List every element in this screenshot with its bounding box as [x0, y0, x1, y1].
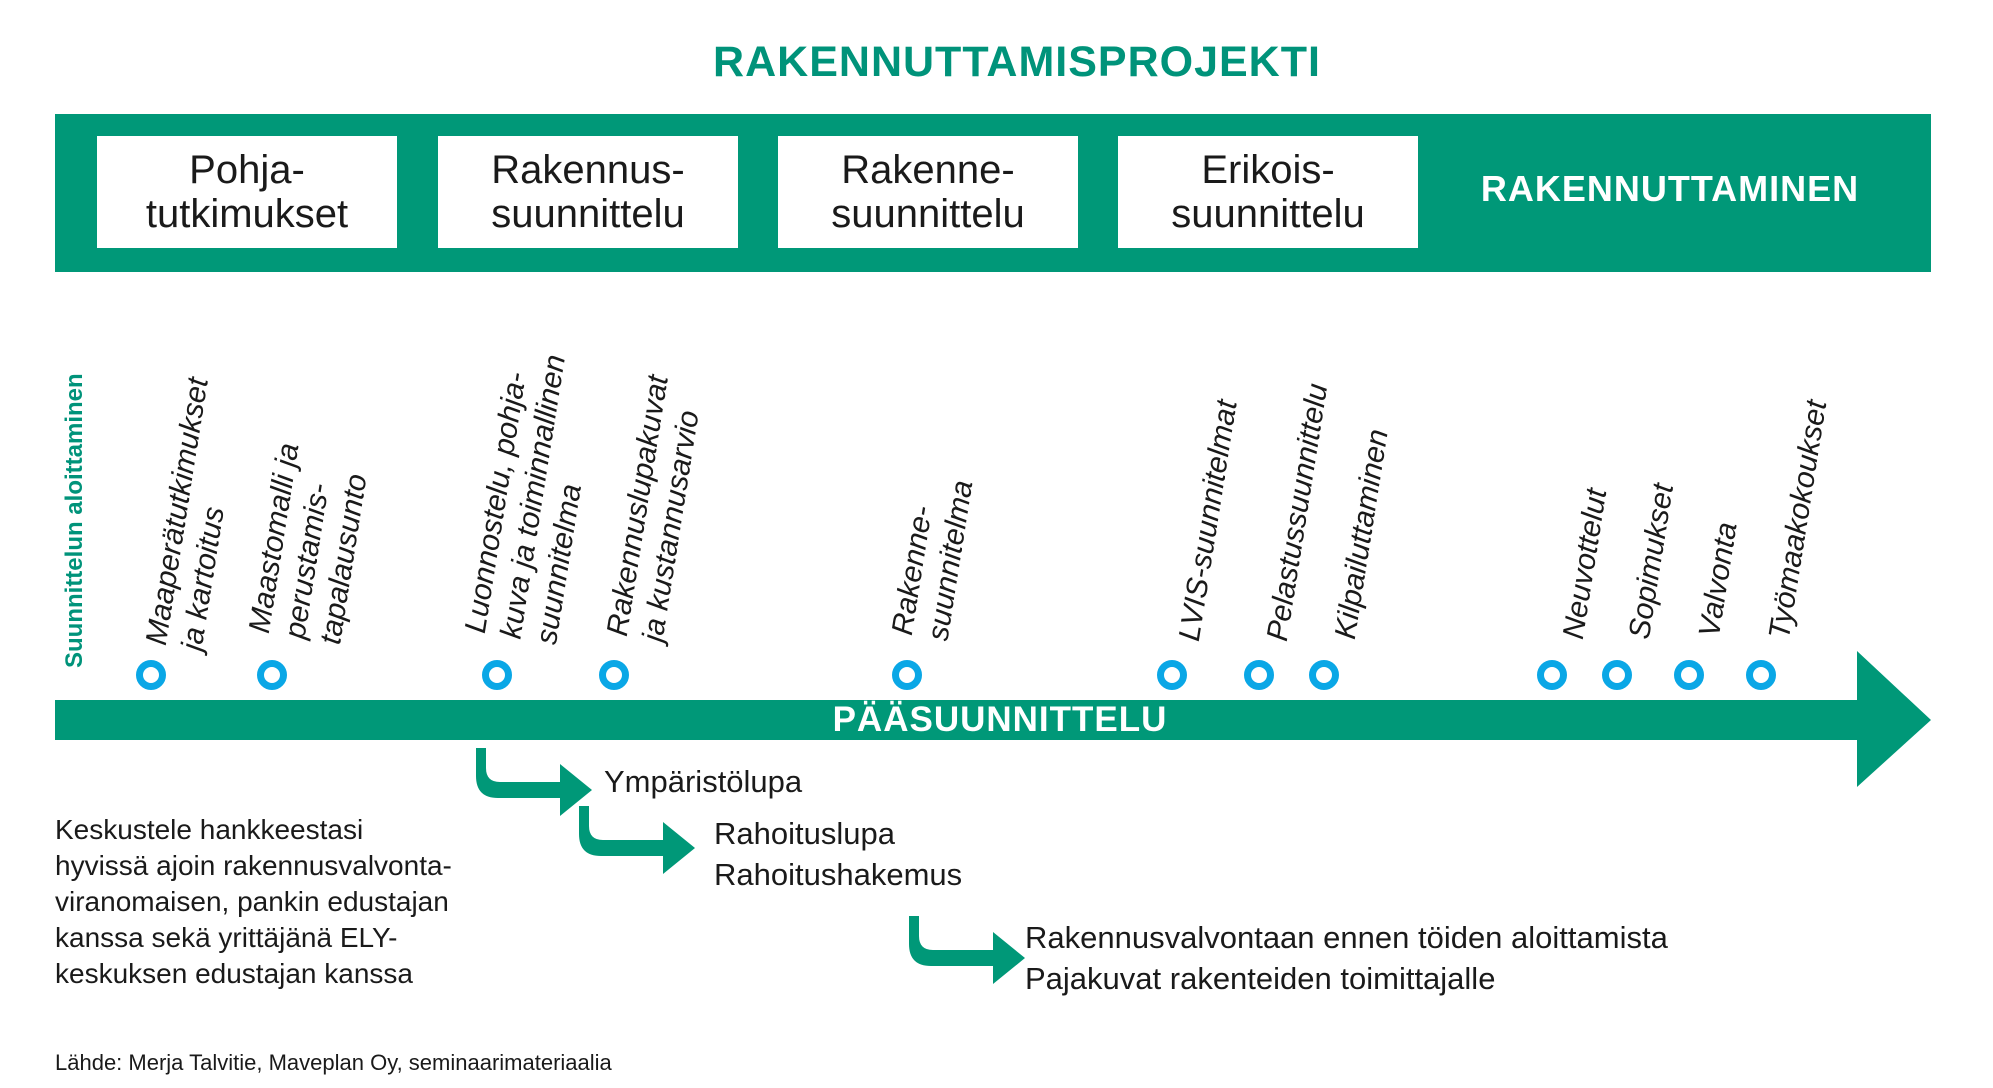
side-label: Suunnittelun aloittaminen — [61, 373, 88, 668]
milestone-label: Neuvottelut — [1556, 486, 1614, 642]
milestone-label: Rakenne- suunnitelma — [885, 478, 980, 643]
output-rakennusvalvonta: Rakennusvalvontaan ennen töiden aloittamista Pajakuvat rakenteiden toimittajalle — [1025, 920, 1668, 996]
milestone-label: Sopimukset — [1622, 481, 1681, 642]
milestone-label: Maaperätutkimukset ja kartoitus — [139, 375, 231, 653]
milestone-label: Työmaakokoukset — [1762, 397, 1834, 642]
output-ymparistolupa: Ympäristölupa — [604, 764, 803, 799]
phase-pohjatutkimukset: Pohja- tutkimukset — [97, 136, 397, 248]
source-credit: Lähde: Merja Talvitie, Maveplan Oy, seminaarimateriaalia — [55, 1050, 612, 1075]
output-arrow-3 — [909, 916, 1025, 984]
phase-erikoissuunnittelu: Erikois- suunnittelu — [1118, 136, 1418, 248]
advice-note: Keskustele hankkeestasi hyvissä ajoin rakennusvalvonta- viranomaisen, pankin edustajan kanssa sekä yrittäjänä ELY- keskuksen edustajan kanssa — [55, 814, 452, 989]
milestone-label: Pelastussuunnittelu — [1260, 381, 1335, 644]
milestone-label: Luonnostelu, pohja- kuva ja toiminnallinen suunnitelma — [458, 352, 589, 647]
phase-rakennussuunnittelu: Rakennus- suunnittelu — [438, 136, 738, 248]
output-arrow-1 — [476, 748, 592, 816]
milestone-label: LVIS-suunnitelmat — [1172, 397, 1244, 644]
output-rahoitus: Rahoituslupa Rahoitushakemus — [714, 816, 963, 892]
main-arrow-label: PÄÄSUUNNITTELU — [832, 700, 1168, 739]
phase-rakennuttaminen: RAKENNUTTAMINEN — [1480, 168, 1860, 209]
milestone-label: Kilpailuttaminen — [1328, 426, 1395, 642]
milestone-label: Valvonta — [1692, 519, 1744, 640]
milestone-label: Maastomalli ja perustamis- tapalausunto — [242, 440, 374, 647]
phase-rakennesuunnittelu: Rakenne- suunnittelu — [778, 136, 1078, 248]
diagram-title: RAKENNUTTAMISPROJEKTI — [713, 38, 1321, 86]
output-arrow-2 — [579, 806, 695, 874]
milestone-label: Rakennuslupakuvat ja kustannusarvio — [600, 372, 706, 644]
